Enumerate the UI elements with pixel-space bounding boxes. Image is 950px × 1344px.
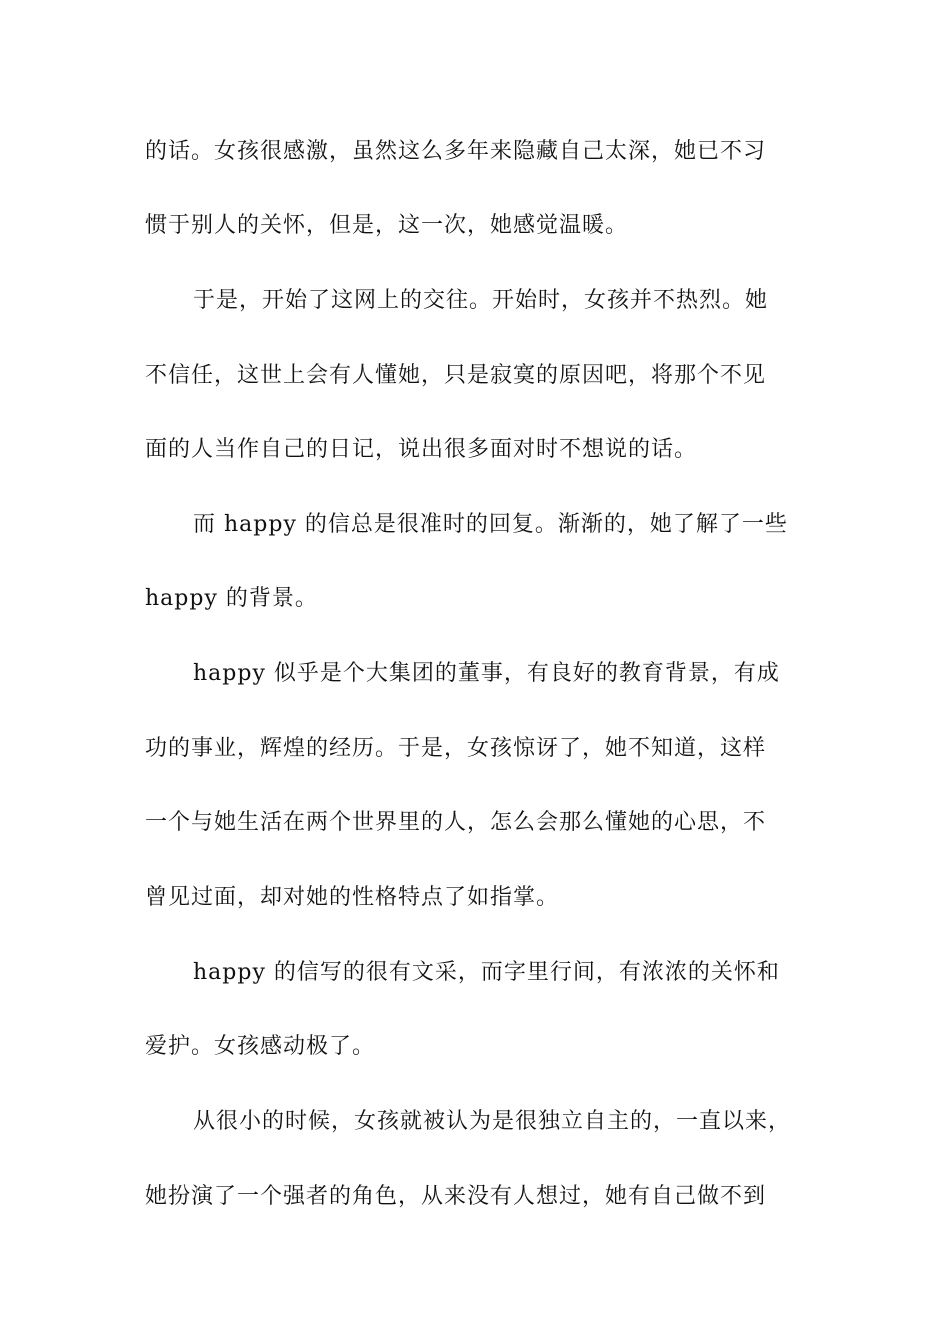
text-line: 曾见过面，却对她的性格特点了如指掌。: [145, 885, 560, 910]
paragraph-start-line: happy 似乎是个大集团的董事，有良好的教育背景，有成: [193, 661, 780, 686]
text-line: 不信任，这世上会有人懂她，只是寂寞的原因吧，将那个不见: [145, 363, 767, 388]
text-line: 的话。女孩很感激，虽然这么多年来隐藏自己太深，她已不习: [145, 139, 767, 164]
paragraph-start-line: 从很小的时候，女孩就被认为是很独立自主的，一直以来，: [193, 1109, 792, 1134]
text-line: happy 的背景。: [145, 586, 318, 611]
text-line: 惯于别人的关怀，但是，这一次，她感觉温暖。: [145, 213, 629, 238]
paragraph-start-line: happy 的信写的很有文采，而字里行间，有浓浓的关怀和: [193, 960, 780, 985]
text-line: 面的人当作自己的日记，说出很多面对时不想说的话。: [145, 437, 698, 462]
text-line: 她扮演了一个强者的角色，从来没有人想过，她有自己做不到: [145, 1184, 767, 1209]
text-line: 一个与她生活在两个世界里的人，怎么会那么懂她的心思，不: [145, 810, 767, 835]
text-line: 爱护。女孩感动极了。: [145, 1034, 376, 1059]
paragraph-start-line: 而 happy 的信总是很准时的回复。渐渐的，她了解了一些: [193, 512, 788, 537]
paragraph-start-line: 于是，开始了这网上的交往。开始时，女孩并不热烈。她: [193, 288, 769, 313]
text-line: 功的事业，辉煌的经历。于是，女孩惊讶了，她不知道，这样: [145, 736, 767, 761]
